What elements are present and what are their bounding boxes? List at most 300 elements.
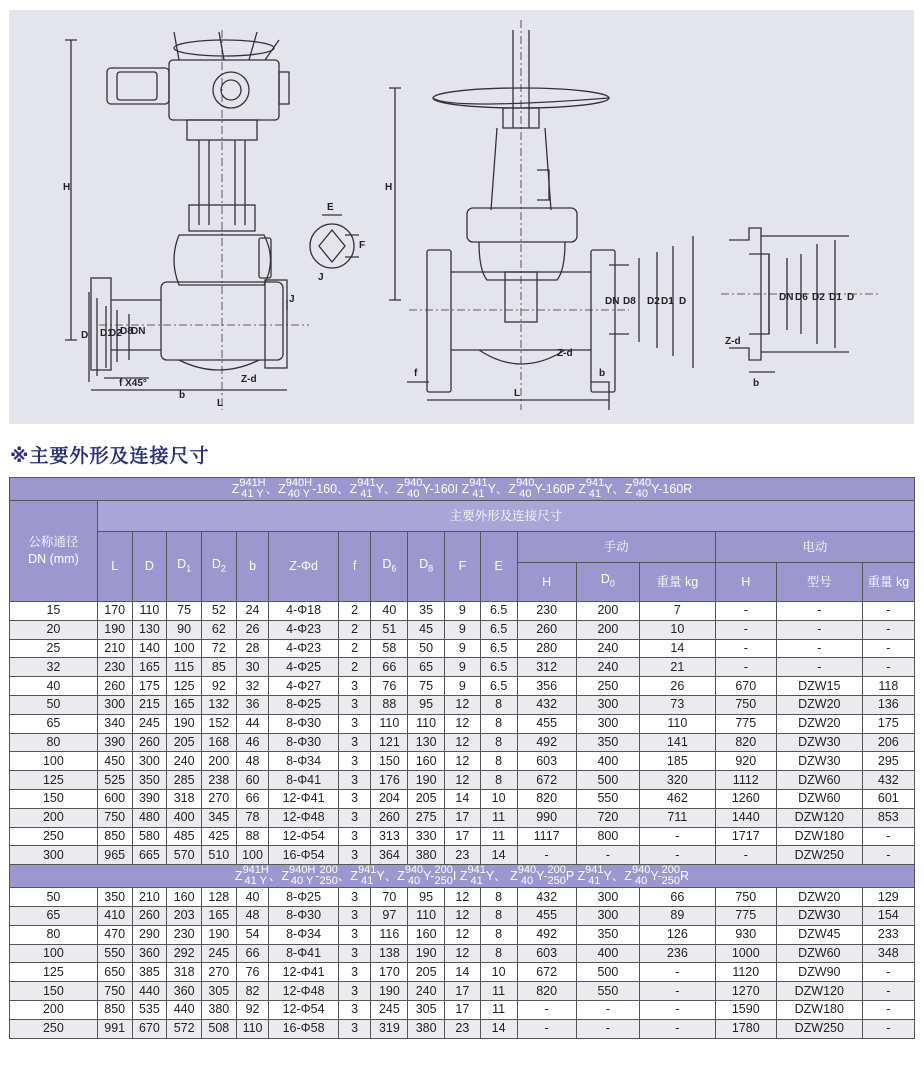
col-header: E (480, 532, 517, 602)
title-fraction-top: 940 (404, 477, 423, 489)
table-cell: 1000 (715, 944, 776, 963)
table-row (10, 602, 915, 621)
table-cell: - (862, 982, 914, 1001)
table-cell: 66 (236, 789, 269, 808)
title-model-fraction (405, 865, 423, 887)
main-dims-header: 主要外形及连接尺寸 (97, 501, 914, 532)
table-cell: 170 (97, 602, 132, 621)
table-cell: 66 (640, 888, 716, 907)
table-cell: 1270 (715, 982, 776, 1001)
table-cell: 3 (338, 888, 371, 907)
table-cell: 6.5 (480, 602, 517, 621)
table-cell: 8 (480, 752, 517, 771)
table-cell: - (862, 1000, 914, 1019)
dn-header-label: 公称通径 (28, 535, 79, 549)
table-cell: 8-Φ41 (269, 944, 338, 963)
table-cell: 775 (715, 906, 776, 925)
table-cell: 125 (10, 963, 98, 982)
table-cell: 110 (408, 906, 445, 925)
table-cell: 3 (338, 695, 371, 714)
table-cell: 665 (132, 846, 167, 865)
table-cell: - (640, 1000, 716, 1019)
title-fraction-top: 200 (661, 864, 681, 877)
table-cell: 236 (640, 944, 716, 963)
table-row (10, 963, 915, 982)
title-fraction-top: 941 (585, 477, 605, 489)
table-cell: 170 (371, 963, 408, 982)
table-cell: 850 (97, 1000, 132, 1019)
title-model-fraction (357, 478, 375, 500)
table-cell: 3 (338, 752, 371, 771)
table-cell: 350 (97, 888, 132, 907)
table-cell: 190 (371, 982, 408, 1001)
title-fraction-top: 941H (242, 864, 269, 877)
dim-label-J: J (289, 294, 295, 305)
table-cell: 300 (576, 906, 639, 925)
table-cell: 601 (862, 789, 914, 808)
table-cell: 240 (167, 752, 202, 771)
table-cell: 400 (167, 808, 202, 827)
title-fraction-top: 200 (547, 864, 566, 877)
dim-label-L: L (217, 398, 224, 409)
dim-label-DN2: DN (605, 296, 620, 307)
table-cell: 23 (445, 846, 481, 865)
dim-label-D1: D1 (100, 328, 113, 339)
table-cell: DZW90 (776, 963, 862, 982)
title-fraction-bottom: 40 (407, 488, 420, 500)
table-cell: 9 (445, 677, 481, 696)
title-model-fraction (467, 865, 485, 887)
table-cell: 312 (517, 658, 576, 677)
title-text: Y- (536, 868, 548, 883)
table-cell: 21 (640, 658, 716, 677)
table-cell: 11 (480, 1000, 517, 1019)
table-cell: 129 (862, 888, 914, 907)
table-cell: 132 (201, 695, 236, 714)
table-cell: 319 (371, 1019, 408, 1038)
table-cell: - (862, 846, 914, 865)
table-cell: 462 (640, 789, 716, 808)
table-cell: 12 (445, 733, 481, 752)
title-model-fraction (662, 865, 680, 887)
table-cell: 204 (371, 789, 408, 808)
title-text: Y- (423, 868, 435, 883)
table-cell: 175 (132, 677, 167, 696)
dim-label-H2: H (385, 182, 393, 193)
title-model-fraction (404, 478, 422, 500)
table-cell: 500 (576, 771, 639, 790)
table-cell: 485 (167, 827, 202, 846)
title-fraction-bottom: 40 (519, 488, 532, 500)
technical-drawing (9, 10, 914, 424)
table-cell: 275 (408, 808, 445, 827)
table-cell: 48 (236, 906, 269, 925)
table-cell: DZW180 (776, 827, 862, 846)
col-header: $D_1$ (167, 532, 202, 602)
table-cell: 200 (10, 808, 98, 827)
table-cell: DZW20 (776, 714, 862, 733)
table-cell: 12-Φ41 (269, 963, 338, 982)
table-cell: 8 (480, 771, 517, 790)
table-cell: 26 (236, 620, 269, 639)
table-cell: 260 (132, 733, 167, 752)
table-cell: 40 (236, 888, 269, 907)
table-cell: 318 (167, 789, 202, 808)
table-cell: 12 (445, 925, 481, 944)
table-cell: 3 (338, 1019, 371, 1038)
table-cell: 52 (201, 602, 236, 621)
dim-label-D1b: D1 (661, 296, 674, 307)
table-cell: 300 (132, 752, 167, 771)
title-model-fraction (358, 865, 376, 887)
table-cell: 1112 (715, 771, 776, 790)
col-header: b (236, 532, 269, 602)
table-cell: 3 (338, 827, 371, 846)
title-model-fraction (632, 865, 650, 887)
table-cell: DZW60 (776, 771, 862, 790)
table-cell: 356 (517, 677, 576, 696)
table-cell: 300 (576, 695, 639, 714)
table-cell: - (517, 1019, 576, 1038)
table-cell: 30 (236, 658, 269, 677)
dim-label-D2c: D2 (812, 292, 825, 303)
table-cell: 76 (371, 677, 408, 696)
table-row (10, 982, 915, 1001)
table-cell: 550 (576, 982, 639, 1001)
table-cell: 14 (445, 963, 481, 982)
table-cell: 508 (201, 1019, 236, 1038)
table-cell: 97 (371, 906, 408, 925)
table-cell: 1120 (715, 963, 776, 982)
table-cell: 11 (480, 982, 517, 1001)
table-cell: 292 (167, 944, 202, 963)
table-cell: 95 (408, 888, 445, 907)
table-cell: 15 (10, 602, 98, 621)
table-cell: 750 (97, 808, 132, 827)
table-cell: 6.5 (480, 658, 517, 677)
table-cell: 380 (408, 846, 445, 865)
table-cell: 72 (201, 639, 236, 658)
table-row (10, 695, 915, 714)
title-text: Y、Z (375, 481, 405, 496)
table-cell: 12-Φ48 (269, 808, 338, 827)
table-cell: 58 (371, 639, 408, 658)
table-cell: 150 (371, 752, 408, 771)
table-cell: 115 (167, 658, 202, 677)
table-cell: 210 (132, 888, 167, 907)
table-cell: 920 (715, 752, 776, 771)
table-cell: 100 (167, 639, 202, 658)
table-cell: 820 (517, 982, 576, 1001)
table-cell: 432 (862, 771, 914, 790)
table-row (10, 846, 915, 865)
table-cell: 12 (445, 888, 481, 907)
table-cell: 8-Φ30 (269, 906, 338, 925)
table-cell: 711 (640, 808, 716, 827)
table-cell: 455 (517, 714, 576, 733)
table-cell: 50 (10, 695, 98, 714)
table-cell: 110 (132, 602, 167, 621)
table-cell: 230 (97, 658, 132, 677)
title-fraction-bottom: 40 (407, 875, 421, 888)
dim-label-Zd2: Z-d (557, 348, 573, 359)
table-cell: 8-Φ34 (269, 925, 338, 944)
table-row (10, 789, 915, 808)
table-cell: 320 (640, 771, 716, 790)
table-cell: 65 (408, 658, 445, 677)
table-cell: 930 (715, 925, 776, 944)
table-cell: 9 (445, 639, 481, 658)
table-cell: - (776, 639, 862, 658)
table-cell: 510 (201, 846, 236, 865)
title-model-fraction (239, 478, 265, 500)
title-text: Y、Z (487, 481, 517, 496)
table-cell: 853 (862, 808, 914, 827)
title-fraction-bottom: 41 (588, 875, 601, 888)
table-cell: 820 (715, 733, 776, 752)
table-cell: 185 (640, 752, 716, 771)
table-cell: 290 (132, 925, 167, 944)
table-cell: 50 (10, 888, 98, 907)
table-cell: 672 (517, 771, 576, 790)
table-cell: 432 (517, 888, 576, 907)
title-model-fraction (319, 865, 337, 887)
table-cell: 360 (132, 944, 167, 963)
table-cell: 750 (715, 695, 776, 714)
table-cell: 160 (408, 925, 445, 944)
table-cell: 364 (371, 846, 408, 865)
table-cell: 46 (236, 733, 269, 752)
table-cell: 12 (445, 771, 481, 790)
table-cell: 8 (480, 733, 517, 752)
table-cell: 3 (338, 808, 371, 827)
col-header: H (715, 563, 776, 602)
table-cell: 432 (517, 695, 576, 714)
table-cell: - (862, 963, 914, 982)
table-cell: 17 (445, 808, 481, 827)
table-cell: - (715, 620, 776, 639)
table-cell: 250 (10, 827, 98, 846)
table-cell: 385 (132, 963, 167, 982)
table-cell: 165 (167, 695, 202, 714)
table-cell: 572 (167, 1019, 202, 1038)
table-cell: 45 (408, 620, 445, 639)
table-cell: 670 (715, 677, 776, 696)
actuator-housing (169, 60, 279, 120)
title-model-fraction (435, 865, 453, 887)
table-cell: 80 (10, 925, 98, 944)
table-cell: 88 (371, 695, 408, 714)
table-cell: 8-Φ30 (269, 714, 338, 733)
table-row (10, 733, 915, 752)
col-header: f (338, 532, 371, 602)
table-cell: 345 (201, 808, 236, 827)
table-cell: - (862, 658, 914, 677)
dim-label-H: H (63, 182, 71, 193)
table-cell: 280 (517, 639, 576, 658)
table-cell: 92 (236, 1000, 269, 1019)
table-cell: 3 (338, 677, 371, 696)
table-cell: 7 (640, 602, 716, 621)
col-header: 重量 kg (640, 563, 716, 602)
title-fraction-top: 940 (517, 864, 537, 877)
table-cell: 176 (371, 771, 408, 790)
table-cell: - (862, 639, 914, 658)
table-cell: 3 (338, 925, 371, 944)
title-fraction-bottom: 40 (635, 488, 648, 500)
title-text: 、Z (265, 481, 286, 496)
table-cell: 3 (338, 789, 371, 808)
table-cell: 1590 (715, 1000, 776, 1019)
table-cell: DZW250 (776, 1019, 862, 1038)
table-cell: 130 (132, 620, 167, 639)
table-cell: 44 (236, 714, 269, 733)
table-cell: 190 (408, 771, 445, 790)
title-text: Y-160R (651, 481, 693, 496)
table-cell: 12 (445, 752, 481, 771)
table-cell: 380 (408, 1019, 445, 1038)
table-cell: 450 (97, 752, 132, 771)
table-cell: 160 (167, 888, 202, 907)
table-cell: 455 (517, 906, 576, 925)
table-cell: 550 (97, 944, 132, 963)
motor-body (107, 68, 169, 104)
table-cell: 12 (445, 906, 481, 925)
table-cell: 8 (480, 906, 517, 925)
title-fraction-top: 941 (357, 864, 377, 877)
table-cell: DZW120 (776, 982, 862, 1001)
title-model-fraction (469, 478, 487, 500)
title-fraction-bottom: 250 (547, 875, 566, 888)
table-cell: 390 (97, 733, 132, 752)
table-cell: 78 (236, 808, 269, 827)
table-cell: 350 (576, 925, 639, 944)
table-cell: DZW60 (776, 789, 862, 808)
table-cell: 65 (10, 714, 98, 733)
table-cell: - (640, 846, 716, 865)
title-text: Y- (650, 868, 662, 883)
col-header: $D_8$ (408, 532, 445, 602)
table-cell: 3 (338, 982, 371, 1001)
table-row (10, 925, 915, 944)
table-cell: 10 (640, 620, 716, 639)
table-cell: 14 (640, 639, 716, 658)
dim-label-D: D (81, 330, 89, 341)
table-cell: 2 (338, 620, 371, 639)
table-cell: 116 (371, 925, 408, 944)
title-fraction-bottom: 250 (319, 875, 338, 888)
table-cell: DZW30 (776, 752, 862, 771)
table-cell: 65 (10, 906, 98, 925)
series-title-row (10, 478, 915, 501)
table-cell: 350 (132, 771, 167, 790)
table-cell: 400 (576, 752, 639, 771)
title-fraction-bottom: 41 (361, 875, 374, 888)
table-cell: DZW20 (776, 888, 862, 907)
table-cell: 3 (338, 906, 371, 925)
title-model-fraction (289, 865, 315, 887)
table-cell: 110 (371, 714, 408, 733)
table-cell: - (517, 846, 576, 865)
table-cell: 750 (715, 888, 776, 907)
table-cell: 300 (576, 888, 639, 907)
table-cell: 190 (167, 714, 202, 733)
table-cell: 14 (445, 789, 481, 808)
table-cell: 1780 (715, 1019, 776, 1038)
table-cell: 4-Φ25 (269, 658, 338, 677)
table-cell: 650 (97, 963, 132, 982)
table-cell: 9 (445, 620, 481, 639)
series-title (10, 478, 915, 501)
title-fraction-bottom: 41 (360, 488, 373, 500)
title-fraction-bottom: 41 (470, 875, 483, 888)
table-row (10, 639, 915, 658)
col-header: 重量 kg (862, 563, 914, 602)
table-cell: 570 (167, 846, 202, 865)
table-cell: 990 (517, 808, 576, 827)
table-cell: 10 (480, 789, 517, 808)
table-cell: 17 (445, 1000, 481, 1019)
table-cell: 492 (517, 925, 576, 944)
table-cell: DZW30 (776, 733, 862, 752)
title-model-fraction (633, 478, 651, 500)
table-cell: 390 (132, 789, 167, 808)
table-cell: 28 (236, 639, 269, 658)
table-cell: 750 (97, 982, 132, 1001)
table-cell: 8 (480, 925, 517, 944)
table-row (10, 944, 915, 963)
table-cell: 245 (132, 714, 167, 733)
table-cell: 260 (371, 808, 408, 827)
table-cell: 11 (480, 808, 517, 827)
table-cell: - (715, 846, 776, 865)
table-cell: 25 (10, 639, 98, 658)
table-cell: 535 (132, 1000, 167, 1019)
dim-label-D2b: D2 (647, 296, 660, 307)
table-row (10, 906, 915, 925)
dim-label-b3: b (753, 378, 760, 389)
table-cell: 66 (236, 944, 269, 963)
table-cell: 775 (715, 714, 776, 733)
table-cell: 230 (167, 925, 202, 944)
dim-label-Db: D (679, 296, 687, 307)
table-cell: 9 (445, 602, 481, 621)
title-text: - (315, 868, 320, 883)
table-cell: 150 (10, 982, 98, 1001)
title-model-fraction (585, 865, 603, 887)
table-cell: 62 (201, 620, 236, 639)
table-cell: 66 (371, 658, 408, 677)
title-fraction-bottom: 41 Y (244, 875, 267, 888)
table-cell: 360 (167, 982, 202, 1001)
table-cell: 12 (445, 944, 481, 963)
table-cell: 12-Φ54 (269, 827, 338, 846)
table-cell: 603 (517, 944, 576, 963)
table-cell: 600 (97, 789, 132, 808)
dim-label-fx45: f X45° (119, 378, 147, 389)
table-cell: 4-Φ23 (269, 620, 338, 639)
table-cell: 240 (576, 658, 639, 677)
title-fraction-top: 941 (585, 864, 604, 877)
title-text: -160、Z (312, 481, 358, 496)
table-cell: 300 (97, 695, 132, 714)
table-cell: - (576, 846, 639, 865)
dim-label-E: E (327, 202, 334, 213)
table-cell: 136 (862, 695, 914, 714)
col-header: $D_0$ (576, 563, 639, 602)
col-header: 型号 (776, 563, 862, 602)
table-cell: 88 (236, 827, 269, 846)
